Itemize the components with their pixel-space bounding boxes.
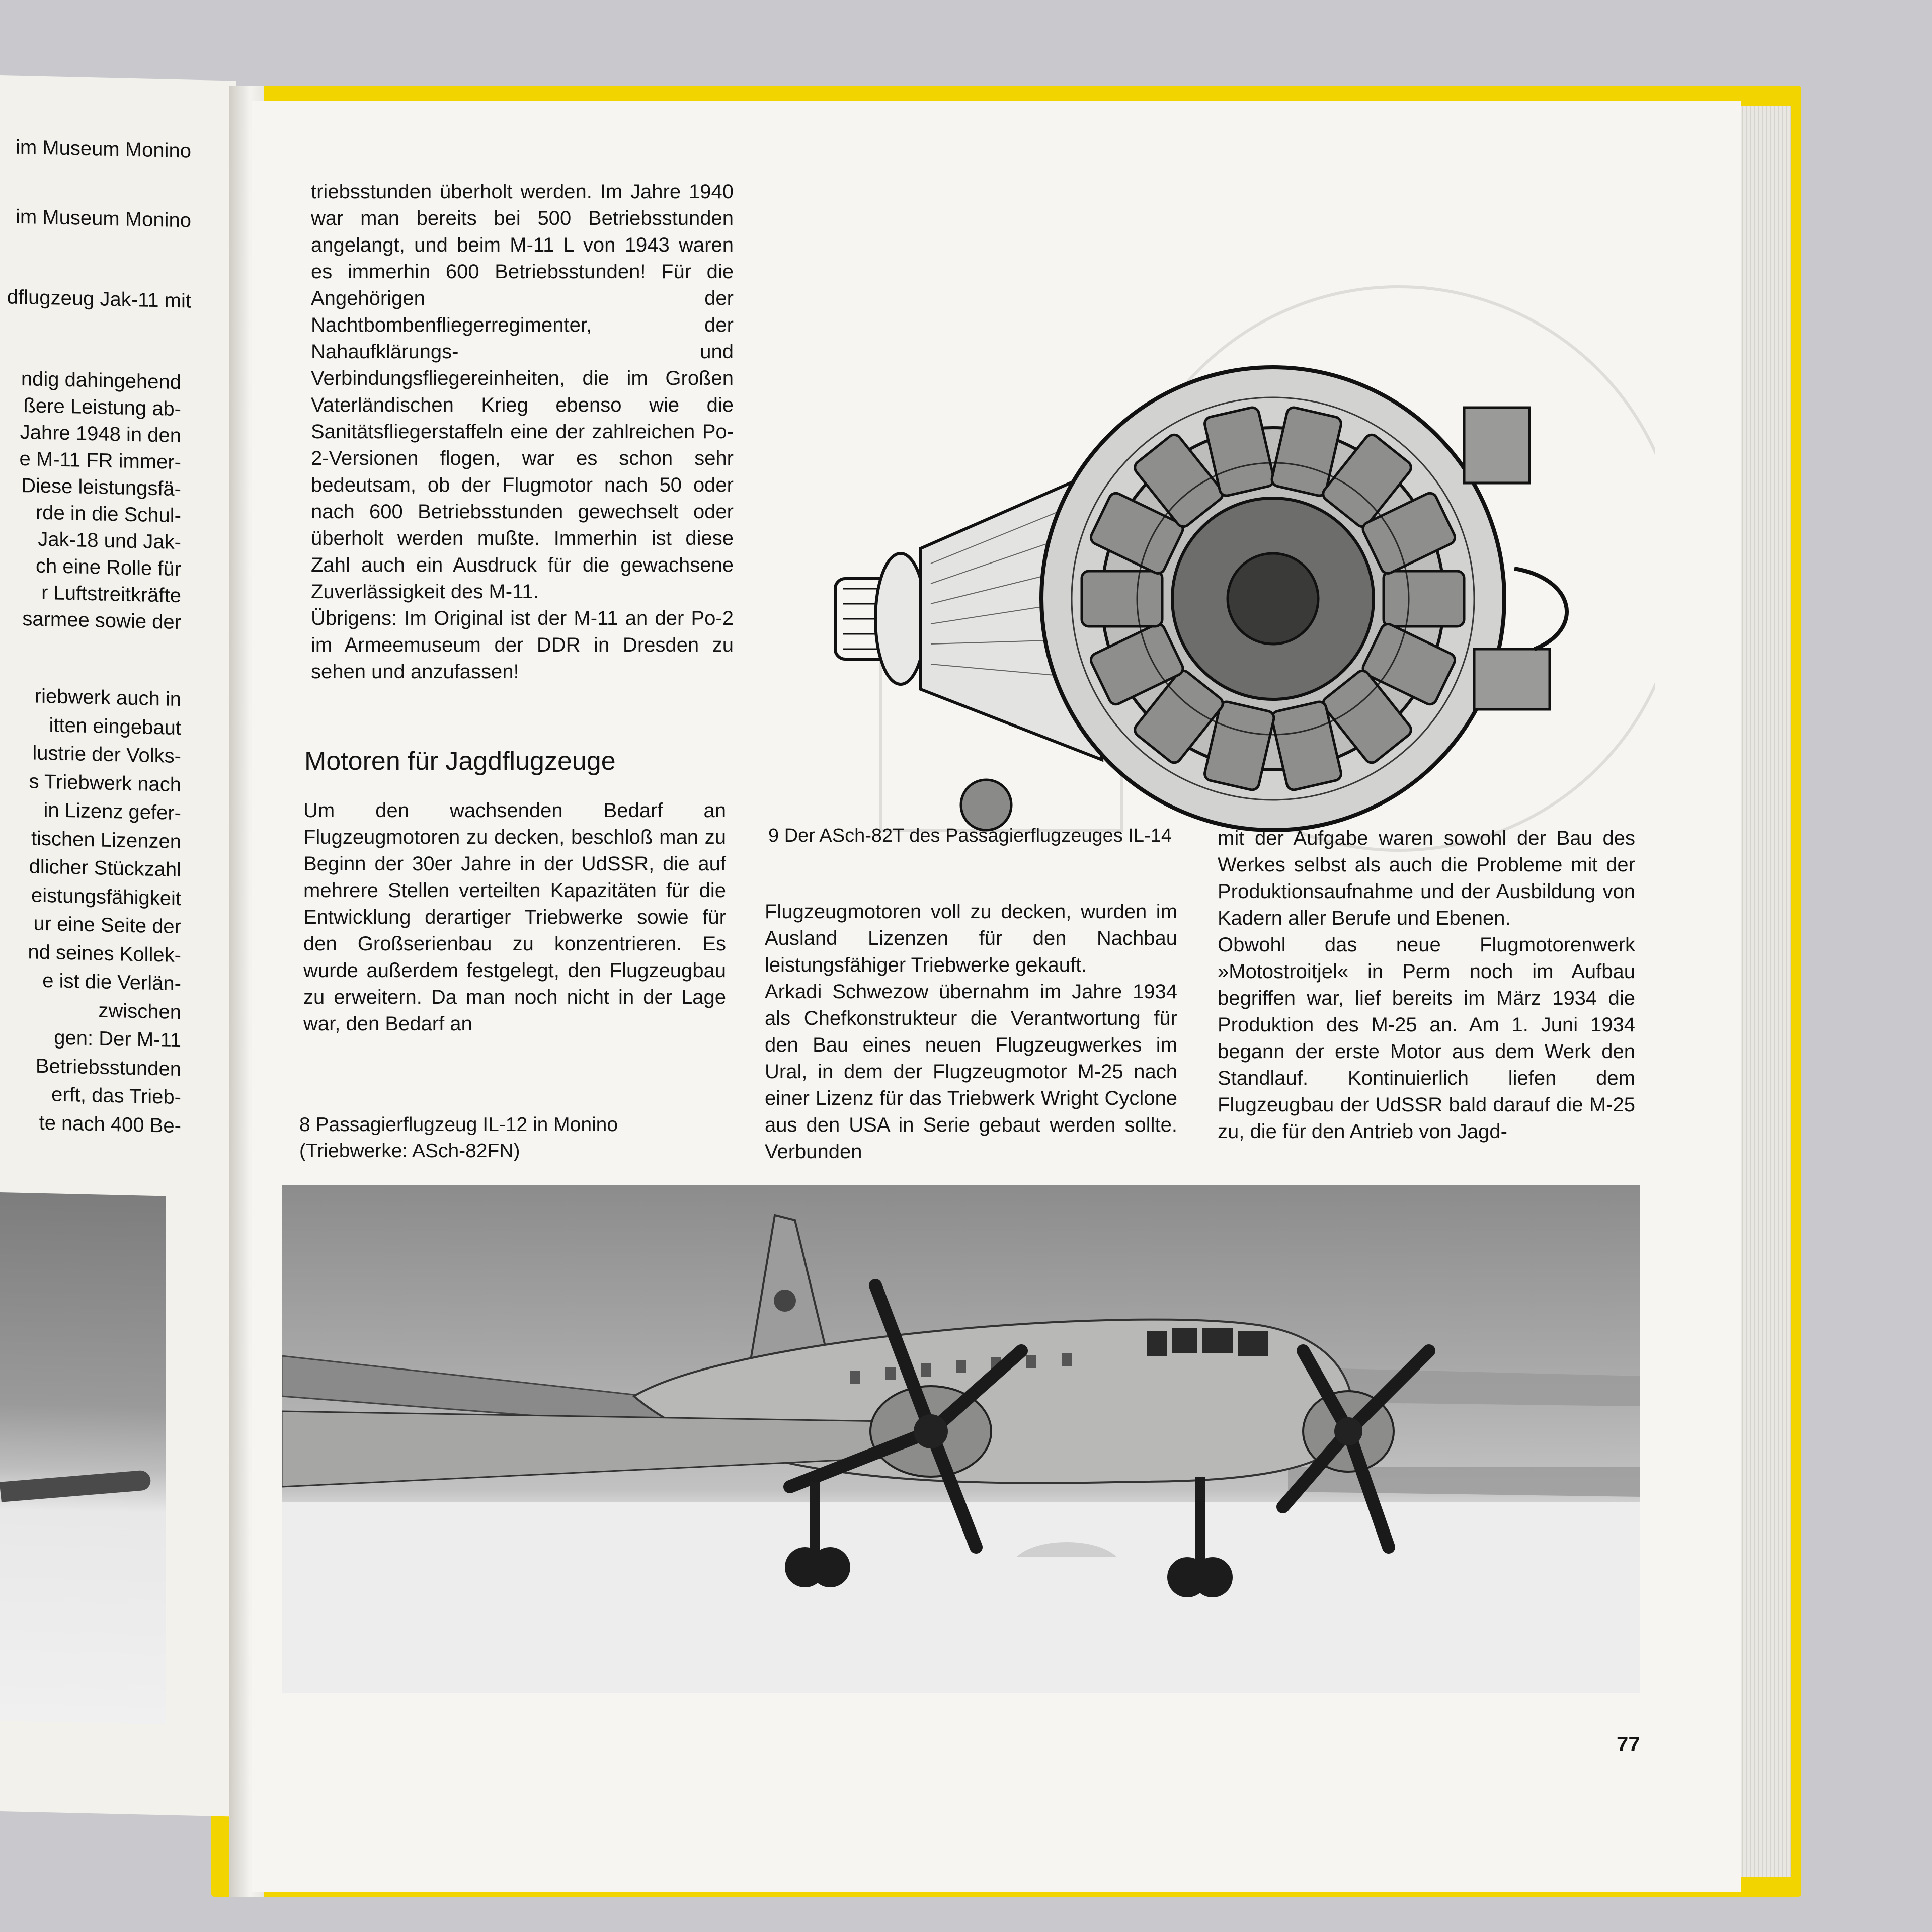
text-column-3 [765,899,1177,1165]
left-text-line: ch eine Rolle für [35,554,181,581]
figure-caption-9: 9 Der ASch-82T des Passagierflugzeuges IL-14 [768,825,1172,846]
paragraph: triebsstunden überholt werden. Im Jahre 1940 war man bereits bei 500 Betriebsstunden angelangt, und beim M-11 L von 1943 waren es immerhin 600 Betriebsstunden! Für die Angehörigen der Nachtbombenfliegerregimenter, der Nahaufklärungs- und Verbindungsfliegereinheiten, die im Großen Vaterländischen Krieg ebenso wie die Sanitätsfliegerstaffeln eine der zahlreichen Po-2-Versionen flogen, war es schon sehr bedeutsam, ob der Flugmotor nach 50 oder nach 600 Betriebsstunden gewechselt oder überholt werden mußte. Immerhin ist diese Zahl auch ein Ausdruck für die gewachsene Zuverlässigkeit des M-11. [311,181,734,603]
left-photo-wing [0,1470,151,1502]
figure-caption-8: 8 Passagierflugzeug IL-12 in Monino (Triebwerke: ASch-82FN) [299,1114,618,1162]
paragraph: Arkadi Schwezow übernahm im Jahre 1934 als Chefkonstrukteur die Verantwortung für den Bau eines neuen Flugzeugwerkes im Ural, in dem der Flugzeugmotor M-25 nach einer Lizenz für das Triebwerk Wright Cyclone aus den USA in Serie gebaut werden sollte. Verbunden [765,981,1177,1163]
left-caption-1: im Museum Monino [15,136,191,163]
left-text-line: ßere Leistung ab- [23,394,181,421]
left-text-line: s Triebwerk nach [29,770,181,796]
left-text-line: e M-11 FR immer- [19,447,181,474]
engine-cylinder [1384,571,1464,626]
section-heading: Motoren für Jagdflugzeuge [304,747,616,776]
right-page [252,101,1741,1892]
text-column-4 [1218,825,1635,1145]
left-text-line: riebwerk auch in [34,685,181,711]
left-text-line: itten eingebaut [49,713,181,739]
paragraph: mit der Aufgabe waren sowohl der Bau des Werkes selbst als auch die Probleme mit der Produktionsaufnahme und der Ausbildung von Kadern aller Berufe und Ebenen. [1218,827,1635,929]
left-page [0,75,236,1817]
paragraph: Um den wachsenden Bedarf an Flugzeugmotoren zu decken, beschloß man zu Beginn der 30er Jahre in der UdSSR, die auf mehrere Stellen verteilten Kapazitäten für die Entwicklung derartiger Triebwerke sowie für den Großserienbau zu konzentrieren. Es wurde außerdem festgelegt, den Flugzeugbau zu erweitern. Da man noch nicht in der Lage war, den Bedarf an [303,799,726,1035]
left-text-line: lustrie der Volks- [32,742,181,768]
left-text-line: erft, das Trieb- [51,1083,181,1109]
page-number: 77 [1617,1732,1640,1756]
paragraph: Obwohl das neue Flugmotorenwerk »Motostroitjel« in Perm noch im Aufbau begriffen war, lief bereits im März 1934 die Produktion des M-25 an. Am 1. Juni 1934 begann der erste Motor aus dem Werk den Standlauf. Kontinuierlich liefen dem Flugzeugbau der UdSSR bald darauf die M-25 zu, die für den Antrieb von Jagd- [1218,934,1635,1143]
left-text-line: dlicher Stückzahl [29,855,181,881]
left-text-line: te nach 400 Be- [39,1111,181,1137]
left-caption-3: dflugzeug Jak-11 mit [7,286,191,312]
left-text-line: e ist die Verlän- [42,969,181,995]
left-caption-2: im Museum Monino [15,205,191,232]
left-text-line: rde in die Schul- [35,501,181,527]
left-text-line: r Luftstreitkräfte [41,581,181,607]
left-text-line: Jak-18 und Jak- [38,528,181,554]
paragraph: Flugzeugmotoren voll zu decken, wurden im Ausland Lizenzen für den Nachbau leistungsfähiger Triebwerke gekauft. [765,901,1177,976]
paragraph: Übrigens: Im Original ist der M-11 an der Po-2 im Armeemuseum der DDR in Dresden zu sehen und anzufassen! [311,607,734,683]
aircraft-photo-drawing [282,1185,1640,1693]
left-text-line: gen: Der M-11 [54,1026,181,1052]
left-text-line: nd seines Kollek- [28,940,181,967]
left-text-line: ndig dahingehend [21,367,181,394]
left-text-line: Diese leistungsfä- [21,474,181,501]
left-text-line: zwischen [98,999,181,1023]
left-text-line: in Lizenz gefer- [43,798,181,825]
left-photo [0,1192,166,1724]
left-text-line: ur eine Seite der [33,912,181,938]
left-text-line: eistungsfähigkeit [31,883,181,910]
text-column-2 [303,797,726,1037]
left-text-line: tischen Lizenzen [31,827,181,853]
text-column-1 [311,179,734,685]
engine-cylinder [1082,571,1162,626]
left-text-line: Jahre 1948 in den [20,421,181,447]
aircraft-photo [282,1185,1640,1693]
radial-engine-illustration [820,216,1655,921]
left-text-line: sarmee sowie der [22,608,181,634]
left-text-line: Betriebsstunden [35,1055,181,1080]
